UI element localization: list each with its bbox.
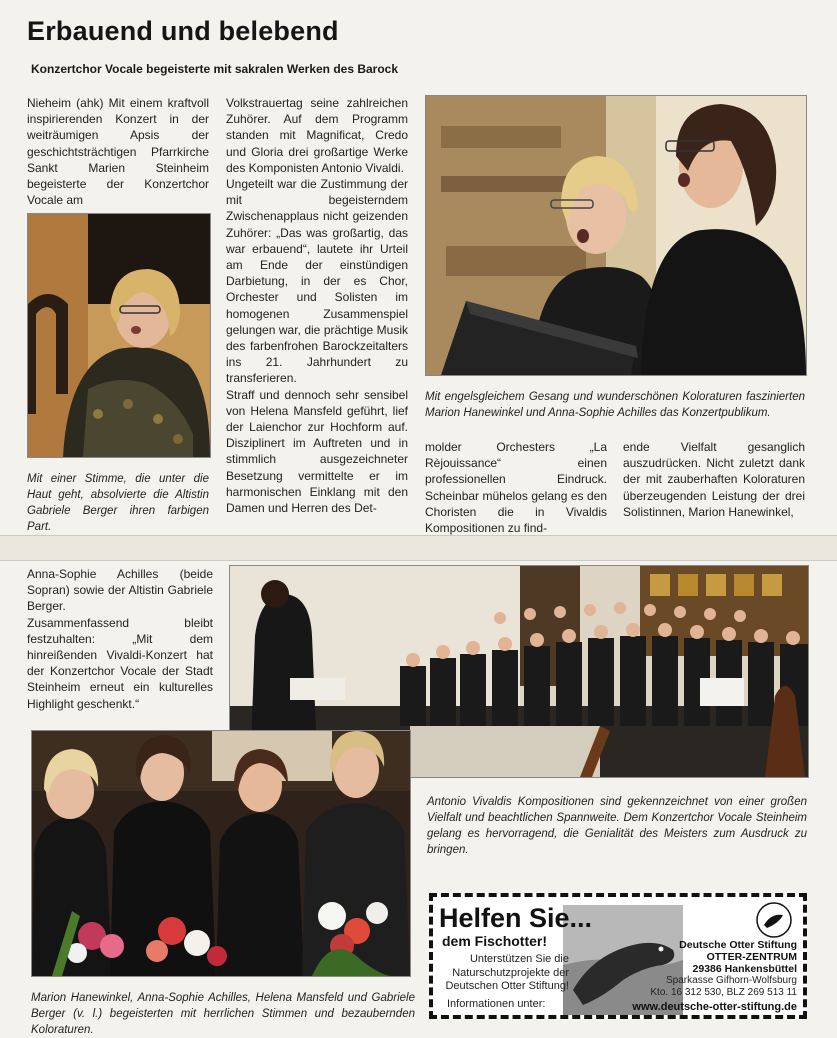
ad-bank bbox=[650, 975, 797, 999]
article-paragraph: molder Orchesters „La Rèjouissance“ einen professionellen Eindruck. Scheinbar mühelos gelang es den Choristen die in Vivaldis Kompositionen zu find- bbox=[425, 440, 607, 536]
photo-duo bbox=[425, 95, 807, 376]
subheadline: Konzertchor Vocale begeisterte mit sakralen Werken des Barock bbox=[31, 62, 399, 76]
caption-altistin: Mit einer Stimme, die unter die Haut geht, absolvierte die Altistin Gabriele Berger ihren farbigen Part. bbox=[27, 473, 209, 533]
ad-body: Unterstützen Sie die Naturschutzprojekte der Deutschen Otter Stiftung! bbox=[445, 953, 569, 992]
photo-group bbox=[31, 730, 411, 977]
photo-altistin bbox=[27, 213, 211, 458]
ad-headline: Helfen Sie... bbox=[439, 903, 593, 933]
article-paragraph: ende Vielfalt gesanglich auszudrücken. Nicht zuletzt dank der mit zauberhaften Koloraturen überzeugenden Leistung der drei Solistinnen, Marion Hanewinkel, bbox=[623, 440, 805, 519]
photo-duo-image bbox=[426, 96, 806, 375]
photo-altistin-image bbox=[28, 214, 210, 457]
ad-org-name: Deutsche Otter Stiftung bbox=[679, 939, 797, 951]
article-column-4 bbox=[623, 439, 805, 519]
ad-info-label: Informationen unter: bbox=[447, 998, 546, 1010]
article-column-1-bottom bbox=[27, 566, 213, 716]
article-column-3 bbox=[425, 439, 607, 536]
article-paragraph: Volkstrauertag seine zahlreichen Zuhörer. Auf dem Programm standen mit Magnificat, Credo und Gloria drei großartige Werke des Komponisten Antonio Vivaldi. bbox=[226, 96, 408, 175]
ad-org-address: 29386 Hankensbüttel bbox=[692, 963, 797, 975]
caption-choir: Antonio Vivaldis Kompositionen sind gekennzeichnet von einer großen Vielfalt und beachtlichen Spannweite. Dem Konzertchor Vocale Steinheim gelang es hervorragend, die Genialität des Meisters zum Ausdruck zu bringen. bbox=[427, 796, 807, 856]
article-column-1-top bbox=[27, 95, 209, 208]
ad-org-center: OTTER-ZENTRUM bbox=[706, 951, 797, 963]
otter-foundation-ad bbox=[429, 893, 807, 1019]
article-paragraph: Ungeteilt war die Zustimmung der mit begeisterndem Zwischenapplaus nicht geizenden Zuhörer: „Das was großartig, das war erbauend“, lautete ihr Urteil am Ende der einstündigen Darbietung, in der es Chor, Orchester und Solisten im homogenen Zusammenspiel gelungen war, die prächtige Musik des farbenfrohen Barockzeitalters ins 21. Jahrhundert zu transferieren. bbox=[226, 177, 408, 386]
ad-bank-name: Sparkasse Gifhorn-Wolfsburg bbox=[666, 975, 797, 986]
page-divider bbox=[0, 535, 837, 561]
article-paragraph: Straff und dennoch sehr sensibel von Helena Mansfeld geführt, lief der Laienchor zur Hochform auf. Disziplinert im Auftreten und in stimmlich ausgezeichneter Besetzung vermittelte er im harmonischen Einklang mit den Damen und Herren des Det- bbox=[226, 387, 408, 516]
photo-group-image bbox=[32, 731, 410, 976]
headline: Erbauend und belebend bbox=[27, 16, 339, 46]
caption-group: Marion Hanewinkel, Anna-Sophie Achilles, Helena Mansfeld und Gabriele Berger (v. l.) begeisterten mit herrlichen Stimmen und bezaubernden Koloraturen. bbox=[31, 992, 415, 1036]
article-paragraph: Nieheim (ahk) Mit einem kraftvoll inspirierenden Konzert in der weiträumigen Apsis der geschichtsträchtigen Pfarrkirche Sankt Marien Steinheim begeisterte der Konzertchor Vocale am bbox=[27, 96, 209, 208]
otter-logo-icon bbox=[755, 901, 793, 944]
ad-bank-details: Kto. 16 312 530, BLZ 269 513 11 bbox=[650, 987, 797, 998]
ad-website-link[interactable]: www.deutsche-otter-stiftung.de bbox=[632, 1001, 797, 1013]
article-paragraph: Anna-Sophie Achilles (beide Sopran) sowie der Altistin Gabriele Berger. bbox=[27, 567, 213, 614]
ad-subheadline: dem Fischotter! bbox=[442, 933, 548, 949]
ad-organization bbox=[679, 939, 797, 975]
article-paragraph: Zusammenfassend bleibt festzuhalten: „Mit dem hinreißenden Vivaldi-Konzert hat der Konzertchor Vocale der Stadt Steinheim erneut ein kulturelles Highlight geschenkt.“ bbox=[27, 615, 213, 711]
article-column-2 bbox=[226, 95, 408, 520]
caption-duo: Mit engelsgleichem Gesang und wunderschönen Koloraturen faszinierten Marion Hanewinkel und Anna-Sophie Achilles das Konzertpublikum. bbox=[425, 391, 805, 419]
